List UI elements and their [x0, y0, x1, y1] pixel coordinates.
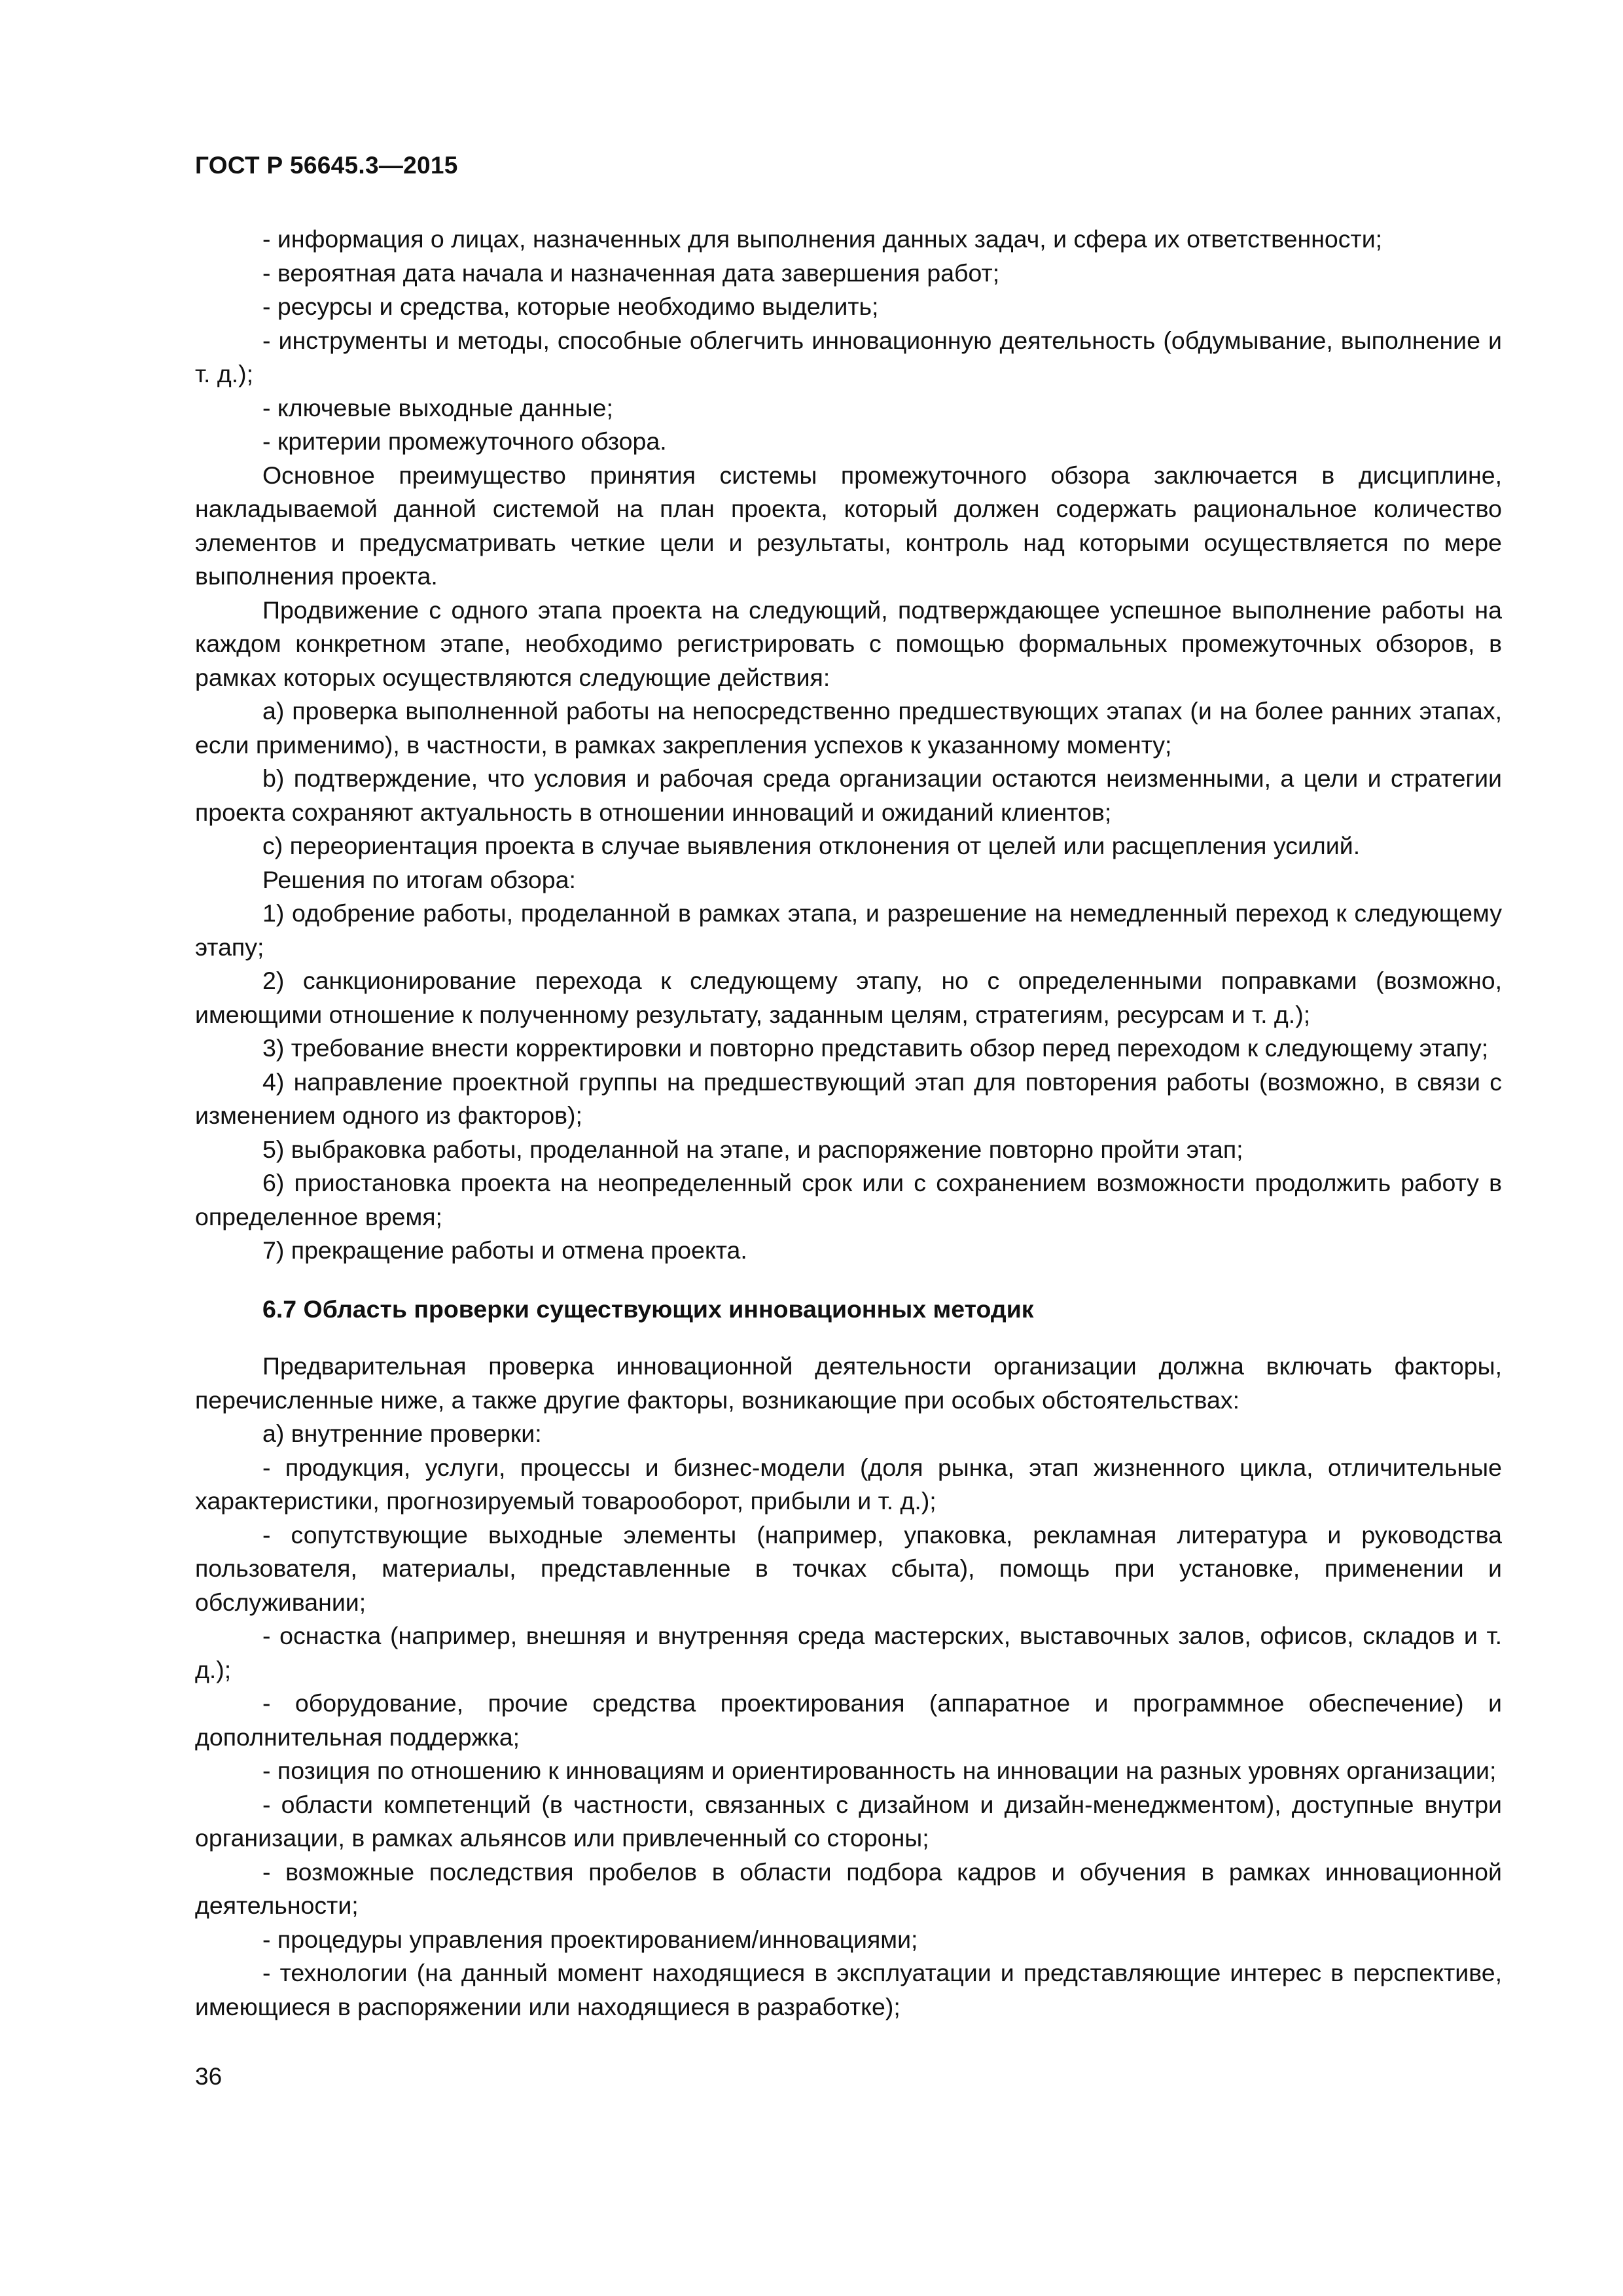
list-item: b) подтверждение, что условия и рабочая среда организации остаются неизменными, а цели и стратегии проекта сохраняют актуальность в отношении инноваций и ожиданий клиентов;	[195, 764, 1502, 826]
list-item: 1) одобрение работы, проделанной в рамках этапа, и разрешение на немедленный переход к следующему этапу;	[195, 899, 1502, 961]
paragraph: Решения по итогам обзора:	[262, 865, 576, 893]
list-item: - оборудование, прочие средства проектирования (аппаратное и программное обеспечение) и дополнительная поддержка;	[195, 1689, 1502, 1751]
page-number: 36	[195, 2063, 223, 2090]
list-item: - возможные последствия пробелов в области подбора кадров и обучения в рамках инновационной деятельности;	[195, 1857, 1502, 1919]
page-body	[195, 223, 1502, 2024]
list-item: - продукция, услуги, процессы и бизнес-модели (доля рынка, этап жизненного цикла, отличительные характеристики, прогнозируемый товарооборот, прибыли и т. д.);	[195, 1453, 1502, 1515]
list-item: - позиция по отношению к инновациям и ориентированность на инновации на разных уровнях организации;	[262, 1757, 1497, 1784]
list-item: 5) выбраковка работы, проделанной на этапе, и распоряжение повторно пройти этап;	[262, 1135, 1243, 1163]
list-item: - критерии промежуточного обзора.	[262, 427, 667, 455]
list-item: a) проверка выполненной работы на непосредственно предшествующих этапах (и на более ранних этапах, если применимо), в частности, в рамках закрепления успехов к указанному моменту;	[195, 697, 1502, 759]
list-item: 2) санкционирование перехода к следующему этапу, но с определенными поправками (возможно, имеющими отношение к полученному результату, заданным целям, стратегиям, ресурсам и т. д.);	[195, 967, 1502, 1028]
document-header: ГОСТ Р 56645.3—2015	[195, 152, 458, 179]
list-item: - информация о лицах, назначенных для выполнения данных задач, и сфера их ответственности;	[262, 225, 1383, 253]
paragraph: Основное преимущество принятия системы промежуточного обзора заключается в дисциплине, накладываемой данной системой на план проекта, который должен содержать рациональное количество элементов и предусматривать четкие цели и результаты, контроль над которыми осуществляется по мере выполнения проекта.	[195, 461, 1502, 590]
list-item: - вероятная дата начала и назначенная дата завершения работ;	[262, 259, 1000, 287]
list-item: - ключевые выходные данные;	[262, 393, 613, 422]
list-item: - области компетенций (в частности, связанных с дизайном и дизайн-менеджментом), доступные внутри организации, в рамках альянсов или привлеченный со стороны;	[195, 1790, 1502, 1852]
list-item: 4) направление проектной группы на предшествующий этап для повторения работы (возможно, в связи с изменением одного из факторов);	[195, 1067, 1502, 1129]
list-item: 6) приостановка проекта на неопределенный срок или с сохранением возможности продолжить работу в определенное время;	[195, 1169, 1502, 1230]
list-item: - инструменты и методы, способные облегчить инновационную деятельность (обдумывание, выполнение и т. д.);	[195, 326, 1502, 387]
list-item: - оснастка (например, внешняя и внутренняя среда мастерских, выставочных залов, офисов, складов и т. д.);	[195, 1622, 1502, 1683]
list-item: c) переориентация проекта в случае выявления отклонения от целей или расщепления усилий.	[262, 832, 1361, 859]
list-item: - сопутствующие выходные элементы (например, упаковка, рекламная литература и руководства пользователя, материалы, представленные в точках сбыта), помощь при установке, применении и обслуживании;	[195, 1520, 1502, 1616]
list-item: 7) прекращение работы и отмена проекта.	[262, 1236, 747, 1264]
list-item: 3) требование внести корректировки и повторно представить обзор перед переходом к следующему этапу;	[262, 1034, 1489, 1062]
paragraph: Предварительная проверка инновационной деятельности организации должна включать факторы, перечисленные ниже, а также другие факторы, возникающие при особых обстоятельствах:	[195, 1352, 1502, 1414]
list-item: а) внутренние проверки:	[262, 1420, 542, 1447]
section-heading: 6.7 Область проверки существующих инновационных методик	[262, 1295, 1034, 1323]
list-item: - процедуры управления проектированием/инновациями;	[262, 1925, 918, 1953]
list-item: - ресурсы и средства, которые необходимо выделить;	[262, 293, 879, 320]
paragraph: Продвижение с одного этапа проекта на следующий, подтверждающее успешное выполнение работы на каждом конкретном этапе, необходимо регистрировать с помощью формальных промежуточных обзоров, в рамках которых осуществляются следующие действия:	[195, 596, 1502, 691]
list-item: - технологии (на данный момент находящиеся в эксплуатации и представляющие интерес в перспективе, имеющиеся в распоряжении или находящиеся в разработке);	[195, 1959, 1502, 2020]
